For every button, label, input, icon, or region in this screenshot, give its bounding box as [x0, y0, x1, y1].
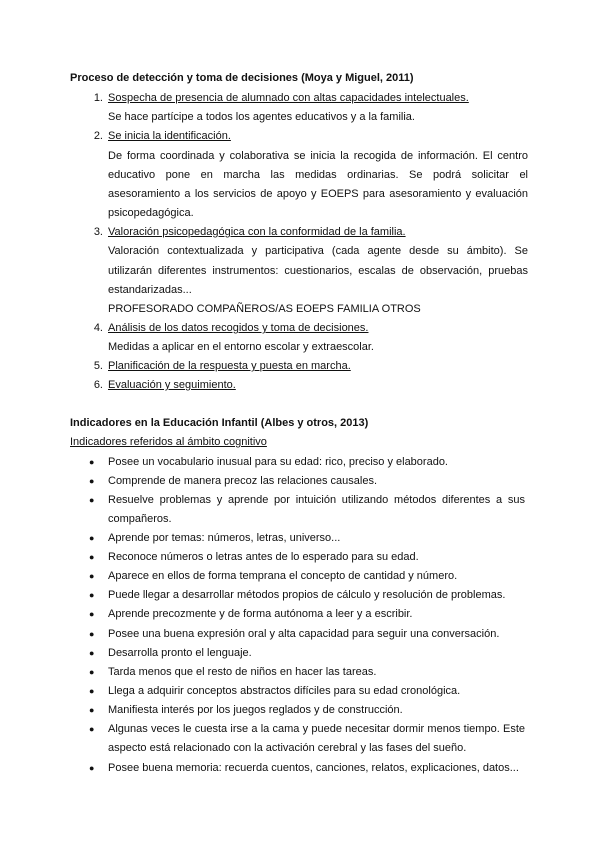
bullet-icon: ● — [89, 724, 95, 734]
bullet-icon: ● — [89, 609, 95, 619]
step-title: Evaluación y seguimiento. — [108, 379, 236, 391]
list-item: Aprende por temas: números, letras, universo... — [108, 532, 341, 544]
list-item: Resuelve problemas y aprende por intuición utilizando métodos diferentes a sus — [108, 494, 525, 506]
step-title: Valoración psicopedagógica con la conformidad de la familia. — [108, 226, 406, 238]
bullet-icon: ● — [89, 533, 95, 543]
section-title-indicators: Indicadores en la Educación Infantil (Albes y otros, 2013) — [70, 417, 369, 429]
section-subtitle: Indicadores referidos al ámbito cognitivo — [70, 436, 267, 448]
step-text: Se hace partícipe a todos los agentes educativos y a la familia. — [108, 111, 415, 123]
list-item: Llega a adquirir conceptos abstractos difíciles para su edad cronológica. — [108, 685, 461, 697]
step-text: De forma coordinada y colaborativa se inicia la recogida de información. El centro — [108, 150, 528, 162]
bullet-icon: ● — [89, 552, 95, 562]
bullet-icon: ● — [89, 629, 95, 639]
step-number: 6. — [93, 379, 103, 391]
bullet-icon: ● — [89, 571, 95, 581]
step-number: 2. — [93, 130, 103, 142]
list-item: Posee una buena expresión oral y alta capacidad para seguir una conversación. — [108, 628, 500, 640]
step-number: 1. — [93, 92, 103, 104]
step-title: Planificación de la respuesta y puesta en marcha. — [108, 360, 351, 372]
list-item: Comprende de manera precoz las relaciones causales. — [108, 475, 378, 487]
step-text: Medidas a aplicar en el entorno escolar y extraescolar. — [108, 341, 374, 353]
step-number: 3. — [93, 226, 103, 238]
step-title: Análisis de los datos recogidos y toma de decisiones. — [108, 322, 369, 334]
step-text: Valoración contextualizada y participativa (cada agente desde su ámbito). Se — [108, 245, 528, 257]
step-text: utilizarán diferentes instrumentos: cuestionarios, escalas de observación, pruebas — [108, 265, 528, 277]
bullet-icon: ● — [89, 590, 95, 600]
list-item: Aprende precozmente y de forma autónoma a leer y a escribir. — [108, 608, 413, 620]
step-text: PROFESORADO COMPAÑEROS/AS EOEPS FAMILIA OTROS — [108, 303, 421, 315]
list-item-continued: compañeros. — [108, 513, 172, 525]
step-text: psicopedagógica. — [108, 207, 194, 219]
list-item: Posee un vocabulario inusual para su edad: rico, preciso y elaborado. — [108, 456, 448, 468]
list-item: Aparece en ellos de forma temprana el concepto de cantidad y número. — [108, 570, 458, 582]
bullet-icon: ● — [89, 495, 95, 505]
list-item: Posee buena memoria: recuerda cuentos, canciones, relatos, explicaciones, datos... — [108, 762, 519, 774]
list-item: Algunas veces le cuesta irse a la cama y puede necesitar dormir menos tiempo. Este — [108, 723, 525, 735]
bullet-icon: ● — [89, 763, 95, 773]
list-item: Reconoce números o letras antes de lo esperado para su edad. — [108, 551, 419, 563]
step-title: Sospecha de presencia de alumnado con altas capacidades intelectuales. — [108, 92, 469, 104]
bullet-icon: ● — [89, 476, 95, 486]
list-item: Manifiesta interés por los juegos reglados y de construcción. — [108, 704, 403, 716]
step-text: estandarizadas... — [108, 284, 192, 296]
list-item-continued: aspecto está relacionado con la activación cerebral y las fases del sueño. — [108, 742, 467, 754]
list-item: Tarda menos que el resto de niños en hacer las tareas. — [108, 666, 377, 678]
step-number: 5. — [93, 360, 103, 372]
list-item: Puede llegar a desarrollar métodos propios de cálculo y resolución de problemas. — [108, 589, 506, 601]
step-title: Se inicia la identificación. — [108, 130, 231, 142]
step-number: 4. — [93, 322, 103, 334]
bullet-icon: ● — [89, 705, 95, 715]
bullet-icon: ● — [89, 648, 95, 658]
bullet-icon: ● — [89, 457, 95, 467]
section-title-process: Proceso de detección y toma de decisiones (Moya y Miguel, 2011) — [70, 72, 414, 84]
step-text: asesoramiento a los servicios de apoyo y EOEPS para asesoramiento y evaluación — [108, 188, 528, 200]
bullet-icon: ● — [89, 686, 95, 696]
bullet-icon: ● — [89, 667, 95, 677]
list-item: Desarrolla pronto el lenguaje. — [108, 647, 252, 659]
step-text: educativo pone en marcha las medidas ordinarias. Se podrá solicitar el — [108, 169, 528, 181]
